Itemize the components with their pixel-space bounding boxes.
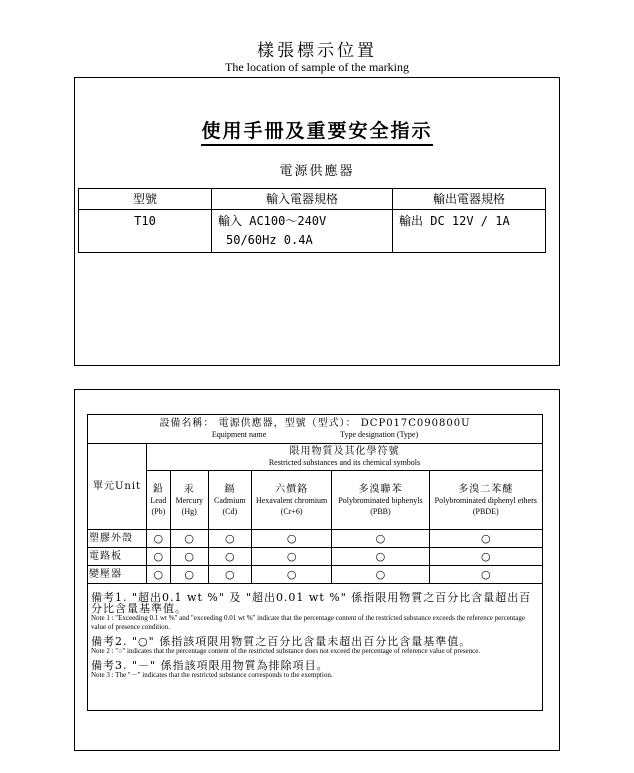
header-model: 型號	[79, 189, 212, 210]
presence-cell: ○	[429, 548, 542, 566]
presence-cell: ○	[332, 548, 429, 566]
equipment-line-zh: 設備名稱： 電源供應器，型號（型式）： DCP017C090800U	[159, 418, 471, 429]
model-cell: T10	[79, 210, 212, 253]
substance-zh: 多溴二苯醚	[458, 483, 514, 495]
substance-symbol: (Cd)	[222, 506, 238, 516]
presence-cell: ○	[147, 566, 171, 584]
equipment-name-en: Equipment name	[211, 430, 267, 439]
input-line-1: 輸入 AC100～240V	[218, 214, 327, 228]
substance-header-cell	[170, 471, 208, 530]
note-zh: 備考3. "－" 係指該項限用物質為排除項目。	[91, 659, 329, 672]
unit-row	[88, 566, 543, 584]
manual-title-text: 使用手冊及重要安全指示	[201, 120, 432, 146]
presence-cell: ○	[208, 566, 251, 584]
presence-cell: ○	[332, 530, 429, 548]
note-zh: 備考2. "○" 係指該項限用物質之百分比含量未超出百分比含量基準值。	[91, 635, 472, 648]
presence-cell: ○	[332, 566, 429, 584]
spec-header-row	[79, 189, 546, 210]
equipment-cell	[88, 415, 543, 444]
substance-symbol: (PBDE)	[472, 506, 499, 516]
substance-en: Cadmium	[214, 495, 246, 505]
substance-symbol: (PBB)	[370, 506, 391, 516]
substance-en: Hexavalent chromium	[255, 495, 328, 505]
spec-row	[79, 210, 546, 253]
unit-row	[88, 548, 543, 566]
presence-cell: ○	[147, 530, 171, 548]
substance-symbol: (Pb)	[151, 506, 166, 516]
equipment-line-en	[89, 429, 541, 440]
manual-label-panel	[74, 77, 560, 366]
presence-cell: ○	[208, 548, 251, 566]
spec-table	[78, 188, 546, 253]
presence-cell: ○	[208, 530, 251, 548]
unit-label: 單元Unit	[92, 480, 142, 492]
restricted-zh: 限用物質及其化學符號	[289, 446, 400, 457]
note-en: Note 2 : "○" indicates that the percentage content of the restricted substance does not exceed the percentage of reference value of presence.	[91, 647, 481, 655]
note-zh: 備考1. "超出0.1 wt %" 及 "超出0.01 wt %" 係指限用物質之百分比含量超出百分比含量基準值。	[91, 591, 532, 615]
presence-cell: ○	[251, 548, 331, 566]
page-subtitle: The location of sample of the marking	[225, 60, 409, 74]
substance-header-row	[88, 471, 543, 530]
substance-header-cell	[147, 471, 171, 530]
unit-name: 變壓器	[88, 566, 147, 584]
unit-rows	[88, 530, 543, 584]
notes-cell	[88, 584, 543, 711]
substance-en: Polybrominated biphenyls	[338, 495, 423, 505]
output-cell: 輸出 DC 12V / 1A	[393, 210, 546, 253]
substance-header-cell	[429, 471, 542, 530]
presence-cell: ○	[251, 530, 331, 548]
header-output: 輸出電器規格	[393, 189, 546, 210]
substance-zh: 鉛	[152, 483, 164, 495]
substance-header-cell	[251, 471, 331, 530]
presence-cell: ○	[170, 566, 208, 584]
unit-row	[88, 530, 543, 548]
presence-cell: ○	[251, 566, 331, 584]
device-name: 電源供應器	[279, 164, 355, 179]
page-title: 樣張標示位置	[257, 41, 377, 61]
substance-zh: 多溴聯苯	[358, 483, 403, 495]
substance-symbol: (Cr+6)	[280, 506, 303, 516]
note-en: Note 1 : "Exceeding 0.1 wt %" and "exceeding 0.01 wt %" indicate that the percentage content of the restricted substance exceeds the reference percentage value of presence condition.	[91, 614, 525, 631]
presence-cell: ○	[147, 548, 171, 566]
input-cell	[212, 210, 393, 253]
rohs-table	[87, 414, 543, 711]
manual-title	[75, 116, 559, 143]
type-designation-en: Type designation (Type)	[340, 430, 419, 439]
substance-en: Polybrominated diphenyl ethers	[434, 495, 537, 505]
note-en: Note 3 : The "－" indicates that the restricted substance corresponds to the exemption.	[91, 671, 333, 679]
substance-en: Lead	[150, 495, 167, 505]
substance-header-cell	[332, 471, 429, 530]
unit-header-cell	[88, 444, 147, 530]
substance-zh: 汞	[183, 483, 195, 495]
header-input: 輸入電器規格	[212, 189, 393, 210]
unit-name: 電路板	[88, 548, 147, 566]
substance-header-cell	[208, 471, 251, 530]
restricted-en: Restricted substances and its chemical symbols	[268, 458, 421, 467]
notes-row	[88, 584, 543, 711]
presence-cell: ○	[429, 566, 542, 584]
substance-en: Mercury	[175, 495, 203, 505]
restricted-row	[88, 444, 543, 471]
notes-list	[91, 592, 539, 680]
substance-symbol: (Hg)	[181, 506, 197, 516]
presence-cell: ○	[170, 548, 208, 566]
presence-cell: ○	[170, 530, 208, 548]
substance-zh: 鎘	[224, 483, 236, 495]
unit-name: 塑膠外殼	[88, 530, 147, 548]
rohs-panel	[74, 389, 560, 751]
equipment-row	[88, 415, 543, 444]
restricted-header-cell	[147, 444, 543, 471]
substance-zh: 六價鉻	[275, 483, 309, 495]
presence-cell: ○	[429, 530, 542, 548]
input-line-2: 50/60Hz 0.4A	[226, 233, 313, 247]
